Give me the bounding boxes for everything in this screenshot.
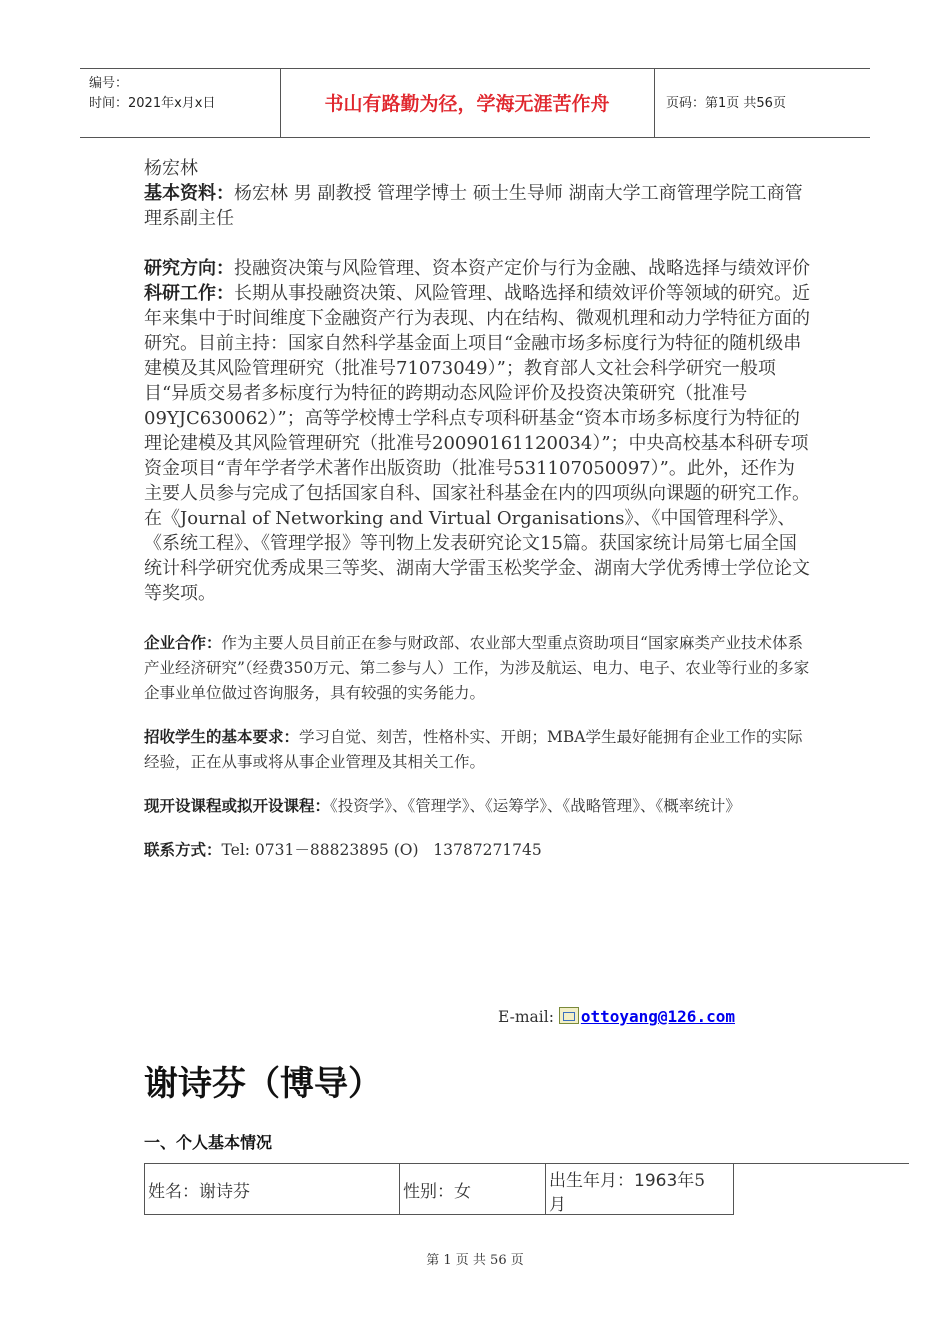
email-link[interactable]: ottoyang@126.com bbox=[580, 1007, 735, 1026]
email-image-icon bbox=[559, 1007, 579, 1024]
birth-rest-1: 年5 bbox=[677, 1171, 706, 1191]
students-paragraph bbox=[144, 725, 812, 775]
research-label: 研究方向： bbox=[144, 258, 234, 279]
email-label: E-mail: bbox=[498, 1008, 559, 1026]
page-footer: 第 1 页 共 56 页 bbox=[426, 1253, 524, 1268]
gender-cell: 性别：女 bbox=[400, 1163, 546, 1215]
name-cell: 姓名：谢诗芬 bbox=[144, 1163, 400, 1215]
profile-section bbox=[144, 156, 812, 863]
basic-info-paragraph bbox=[144, 181, 812, 231]
basic-info-text: 杨宏林 男 副教授 管理学博士 硕士生导师 湖南大学工商管理学院工商管理系副主任 bbox=[144, 183, 803, 229]
research-text: 投融资决策与风险管理、资本资产定价与行为金融、战略选择与绩效评价 bbox=[234, 258, 810, 279]
birth-label: 出生年月： bbox=[549, 1171, 634, 1191]
contact-label: 联系方式： bbox=[144, 841, 222, 859]
courses-text: 《投资学》、《管理学》、《运筹学》、《战略管理》、《概率统计》 bbox=[330, 797, 741, 815]
courses-label: 现开设课程或拟开设课程： bbox=[144, 797, 331, 815]
work-text: 长期从事投融资决策、风险管理、战略选择和绩效评价等领域的研究。近年来集中于时间维度下金融资产行为表现、内在结构、微观机理和动力学特征方面的研究。目前主持：国家自然科学基金面上项目“金融市场多标度行为特征的随机级串建模及其风险管理研究（批准号71073049）”；教育部人文社会科学研究一般项目“异质交易者多标度行为特征的跨期动态风险评价及投资决策研究（批准号09YJC630062）”；高等学校博士学科点专项科研基金“资本市场多标度行为特征的理论建模及其风险管理研究（批准号20090161120034）”；中央高校基本科研专项资金项目“青年学者学术著作出版资助（批准号531107050097）”。此外，还作为主要人员参与完成了包括国家自科、国家社科基金在内的四项纵向课题的研究工作。在《Journal of Networking and Virtual Organisations》、《中国管理科学》、《系统工程》、《管理学报》等刊物上发表研究论文15篇。获国家统计局第七届全国统计科学研究优秀成果三等奖、湖南大学雷玉松奖学金、湖南大学优秀博士学位论文等奖项。 bbox=[144, 283, 810, 604]
email-line bbox=[498, 1007, 735, 1026]
work-label: 科研工作： bbox=[144, 283, 234, 304]
section-title: 谢诗芬（博导） bbox=[144, 1064, 382, 1104]
birth-rest-2: 月 bbox=[549, 1195, 566, 1215]
work-paragraph bbox=[144, 281, 812, 606]
basic-info-label: 基本资料： bbox=[144, 183, 234, 204]
students-label: 招收学生的基本要求： bbox=[144, 728, 300, 746]
document-number-label: 编号： bbox=[89, 76, 129, 91]
coop-text: 作为主要人员目前正在参与财政部、农业部大型重点资助项目“国家麻类产业技术体系产业经济研究”（经费350万元、第二参与人）工作，为涉及航运、电力、电子、农业等行业的多家企事业单位做过咨询服务，具有较强的实务能力。 bbox=[144, 634, 810, 702]
header-page-info: 页码：第1页 共56页 bbox=[666, 96, 786, 111]
contact-text: Tel: 0731－88823895 (O) 13787271745 bbox=[221, 841, 542, 859]
coop-paragraph bbox=[144, 631, 812, 706]
research-paragraph bbox=[144, 256, 812, 281]
profile-name: 杨宏林 bbox=[144, 158, 198, 179]
header-table bbox=[80, 68, 870, 138]
birth-cell bbox=[546, 1163, 734, 1215]
coop-label: 企业合作： bbox=[144, 634, 222, 652]
document-date: 时间：2021年x月x日 bbox=[89, 96, 216, 111]
header-motto: 书山有路勤为径，学海无涯苦作舟 bbox=[280, 69, 655, 137]
birth-year: 1963 bbox=[634, 1171, 678, 1191]
table-overflow-border bbox=[734, 1163, 909, 1215]
contact-paragraph bbox=[144, 838, 812, 863]
header-meta-cell bbox=[80, 69, 281, 137]
students-text: 学习自觉、刻苦，性格朴实、开朗；MBA学生最好能拥有企业工作的实际经验，正在从事或将从事企业管理及其相关工作。 bbox=[144, 728, 803, 771]
courses-paragraph bbox=[144, 794, 812, 819]
section-subtitle: 一、个人基本情况 bbox=[144, 1133, 273, 1152]
